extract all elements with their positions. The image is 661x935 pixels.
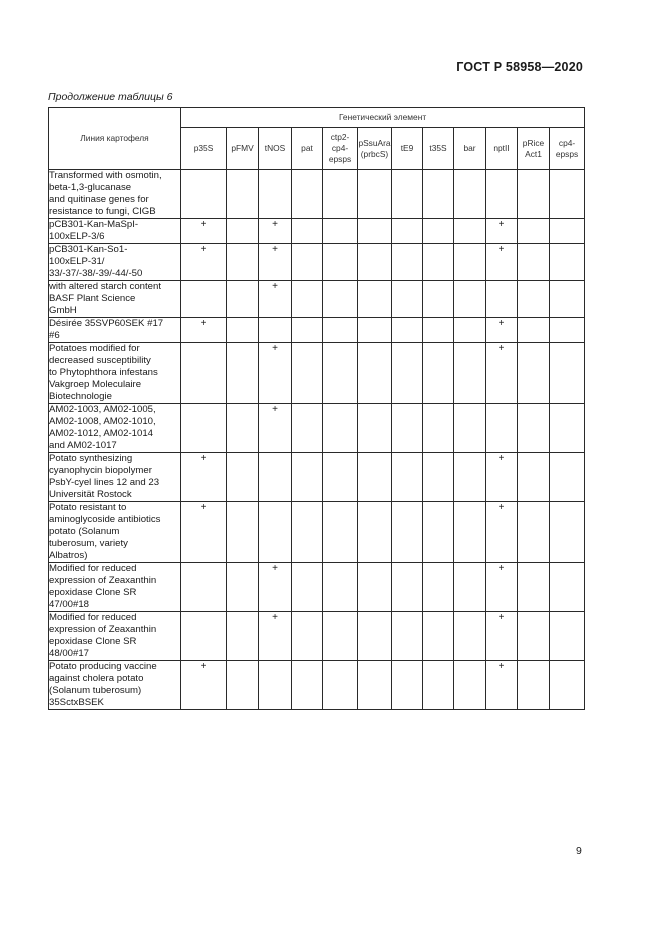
table-row <box>49 318 585 343</box>
element-presence-cell: + <box>181 318 227 343</box>
element-presence-cell <box>454 318 486 343</box>
element-presence-cell <box>181 404 227 453</box>
element-presence-cell <box>392 661 423 710</box>
element-presence-cell <box>454 170 486 219</box>
element-presence-cell <box>358 502 392 563</box>
element-presence-cell <box>550 343 585 404</box>
element-presence-cell <box>423 661 454 710</box>
potato-line-name: Potatoes modified for decreased susceptibility to Phytophthora infestans Vakgroep Moleculaire Biotechnologie <box>49 343 181 404</box>
element-presence-cell <box>181 563 227 612</box>
element-presence-cell <box>358 343 392 404</box>
element-presence-cell <box>227 170 259 219</box>
element-presence-cell <box>323 343 358 404</box>
table-row <box>49 563 585 612</box>
element-presence-cell: + <box>486 502 518 563</box>
element-presence-cell <box>358 281 392 318</box>
potato-line-name: Potato producing vaccine against cholera potato (Solanum tuberosum) 35SctxBSEK <box>49 661 181 710</box>
element-presence-cell <box>323 453 358 502</box>
potato-line-name: Transformed with osmotin, beta-1,3-glucanase and quitinase genes for resistance to fungi, CIGB <box>49 170 181 219</box>
element-presence-cell <box>323 563 358 612</box>
element-presence-cell <box>518 404 550 453</box>
element-presence-cell <box>259 502 292 563</box>
element-presence-cell: + <box>486 661 518 710</box>
potato-line-name: Modified for reduced expression of Zeaxanthin epoxidase Clone SR 47/00#18 <box>49 563 181 612</box>
element-presence-cell <box>358 219 392 244</box>
element-presence-cell <box>423 244 454 281</box>
element-presence-cell <box>454 661 486 710</box>
element-presence-cell <box>227 563 259 612</box>
element-presence-cell <box>518 661 550 710</box>
column-header: p35S <box>181 128 227 170</box>
element-presence-cell <box>392 170 423 219</box>
genetic-elements-table <box>48 107 585 710</box>
table-row <box>49 281 585 318</box>
element-presence-cell <box>518 219 550 244</box>
element-presence-cell: + <box>181 244 227 281</box>
column-header: pFMV <box>227 128 259 170</box>
column-header: nptII <box>486 128 518 170</box>
element-presence-cell: + <box>181 502 227 563</box>
element-presence-cell <box>454 244 486 281</box>
element-presence-cell <box>454 502 486 563</box>
element-presence-cell <box>227 219 259 244</box>
element-presence-cell <box>292 170 323 219</box>
element-presence-cell <box>454 219 486 244</box>
row-header-potato-line: Линия картофеля <box>49 108 181 170</box>
element-presence-cell: + <box>486 244 518 281</box>
element-presence-cell <box>518 281 550 318</box>
potato-line-name: Potato synthesizing cyanophycin biopolymer PsbY-cyel lines 12 and 23 Universität Rostock <box>49 453 181 502</box>
element-presence-cell <box>550 661 585 710</box>
potato-line-name: Désirée 35SVP60SEK #17 #6 <box>49 318 181 343</box>
element-presence-cell <box>423 404 454 453</box>
element-presence-cell <box>292 612 323 661</box>
element-presence-cell <box>550 219 585 244</box>
element-presence-cell <box>358 563 392 612</box>
element-presence-cell <box>423 563 454 612</box>
table-row <box>49 343 585 404</box>
column-header: tNOS <box>259 128 292 170</box>
element-presence-cell <box>358 661 392 710</box>
element-presence-cell <box>227 612 259 661</box>
element-presence-cell <box>550 281 585 318</box>
element-presence-cell <box>550 318 585 343</box>
element-presence-cell <box>323 170 358 219</box>
element-presence-cell <box>292 318 323 343</box>
element-presence-cell <box>227 244 259 281</box>
potato-line-name: Modified for reduced expression of Zeaxanthin epoxidase Clone SR 48/00#17 <box>49 612 181 661</box>
element-presence-cell <box>259 318 292 343</box>
element-presence-cell: + <box>259 612 292 661</box>
element-presence-cell <box>518 343 550 404</box>
element-presence-cell <box>259 661 292 710</box>
element-presence-cell <box>518 563 550 612</box>
element-presence-cell <box>518 453 550 502</box>
potato-line-name: pCB301-Kan-So1- 100xELP-31/ 33/-37/-38/-39/-44/-50 <box>49 244 181 281</box>
element-presence-cell <box>392 219 423 244</box>
element-presence-cell <box>454 343 486 404</box>
element-presence-cell <box>292 563 323 612</box>
element-presence-cell: + <box>259 563 292 612</box>
element-presence-cell <box>550 563 585 612</box>
table-caption: Продолжение таблицы 6 <box>48 91 173 103</box>
element-presence-cell <box>392 563 423 612</box>
element-presence-cell <box>292 453 323 502</box>
element-presence-cell <box>518 318 550 343</box>
element-presence-cell <box>227 502 259 563</box>
element-presence-cell: + <box>181 219 227 244</box>
element-presence-cell <box>292 219 323 244</box>
element-presence-cell <box>550 170 585 219</box>
element-presence-cell <box>454 563 486 612</box>
element-presence-cell <box>486 404 518 453</box>
table-row <box>49 502 585 563</box>
element-presence-cell <box>486 170 518 219</box>
column-header: bar <box>454 128 486 170</box>
element-presence-cell: + <box>181 661 227 710</box>
potato-line-name: AM02-1003, AM02-1005, AM02-1008, AM02-1010, AM02-1012, AM02-1014 and AM02-1017 <box>49 404 181 453</box>
potato-line-name: Potato resistant to aminoglycoside antibiotics potato (Solanum tuberosum, variety Albatros) <box>49 502 181 563</box>
element-presence-cell: + <box>259 219 292 244</box>
element-presence-cell <box>227 318 259 343</box>
element-presence-cell <box>181 170 227 219</box>
element-presence-cell <box>292 404 323 453</box>
element-presence-cell <box>550 404 585 453</box>
element-presence-cell <box>518 502 550 563</box>
element-presence-cell <box>292 343 323 404</box>
table-row <box>49 661 585 710</box>
element-presence-cell <box>550 453 585 502</box>
table-row <box>49 244 585 281</box>
element-presence-cell <box>358 244 392 281</box>
element-presence-cell <box>292 244 323 281</box>
element-presence-cell: + <box>259 343 292 404</box>
element-presence-cell <box>423 318 454 343</box>
element-presence-cell <box>550 612 585 661</box>
column-header: pRice Act1 <box>518 128 550 170</box>
element-presence-cell <box>423 343 454 404</box>
element-presence-cell <box>292 502 323 563</box>
element-presence-cell <box>181 343 227 404</box>
element-presence-cell <box>392 612 423 661</box>
element-presence-cell <box>181 281 227 318</box>
page-number: 9 <box>576 845 582 857</box>
element-presence-cell <box>454 404 486 453</box>
element-presence-cell <box>423 170 454 219</box>
standard-number: ГОСТ Р 58958—2020 <box>456 60 583 74</box>
element-presence-cell <box>323 219 358 244</box>
element-presence-cell <box>550 244 585 281</box>
table-row <box>49 612 585 661</box>
element-presence-cell <box>323 612 358 661</box>
element-presence-cell <box>392 502 423 563</box>
element-presence-cell <box>423 219 454 244</box>
column-header: tE9 <box>392 128 423 170</box>
element-presence-cell: + <box>259 404 292 453</box>
element-presence-cell <box>550 502 585 563</box>
element-presence-cell <box>227 453 259 502</box>
element-presence-cell <box>259 453 292 502</box>
element-presence-cell: + <box>486 563 518 612</box>
element-presence-cell <box>227 281 259 318</box>
element-presence-cell <box>423 612 454 661</box>
element-presence-cell <box>392 281 423 318</box>
element-presence-cell <box>292 661 323 710</box>
element-presence-cell: + <box>259 244 292 281</box>
element-presence-cell <box>518 170 550 219</box>
element-presence-cell <box>323 404 358 453</box>
element-presence-cell <box>323 502 358 563</box>
element-presence-cell <box>358 453 392 502</box>
table-row <box>49 219 585 244</box>
column-header: cp4- epsps <box>550 128 585 170</box>
element-presence-cell <box>423 281 454 318</box>
element-presence-cell <box>227 404 259 453</box>
element-presence-cell <box>392 244 423 281</box>
element-presence-cell <box>358 404 392 453</box>
element-presence-cell: + <box>486 318 518 343</box>
element-presence-cell <box>292 281 323 318</box>
element-presence-cell <box>392 343 423 404</box>
element-presence-cell <box>454 281 486 318</box>
element-presence-cell <box>227 661 259 710</box>
group-header-genetic-element: Генетический элемент <box>181 108 585 128</box>
column-header: pSsuAra (prbcS) <box>358 128 392 170</box>
potato-line-name: pCB301-Kan-MaSpI- 100xELP-3/6 <box>49 219 181 244</box>
element-presence-cell <box>423 502 454 563</box>
element-presence-cell <box>358 318 392 343</box>
element-presence-cell <box>486 281 518 318</box>
table-row <box>49 453 585 502</box>
element-presence-cell <box>323 318 358 343</box>
element-presence-cell <box>392 318 423 343</box>
element-presence-cell <box>323 661 358 710</box>
element-presence-cell <box>392 404 423 453</box>
element-presence-cell <box>323 244 358 281</box>
element-presence-cell <box>518 244 550 281</box>
column-header: ctp2- cp4- epsps <box>323 128 358 170</box>
element-presence-cell <box>358 612 392 661</box>
element-presence-cell <box>454 612 486 661</box>
table-row <box>49 170 585 219</box>
element-presence-cell <box>518 612 550 661</box>
element-presence-cell: + <box>486 453 518 502</box>
element-presence-cell: + <box>486 219 518 244</box>
element-presence-cell <box>323 281 358 318</box>
element-presence-cell <box>358 170 392 219</box>
potato-line-name: with altered starch content BASF Plant Science GmbH <box>49 281 181 318</box>
element-presence-cell: + <box>259 281 292 318</box>
element-presence-cell <box>392 453 423 502</box>
column-header: t35S <box>423 128 454 170</box>
column-header: pat <box>292 128 323 170</box>
element-presence-cell <box>423 453 454 502</box>
element-presence-cell <box>259 170 292 219</box>
element-presence-cell <box>227 343 259 404</box>
table-row <box>49 404 585 453</box>
element-presence-cell <box>181 612 227 661</box>
element-presence-cell <box>454 453 486 502</box>
element-presence-cell: + <box>486 343 518 404</box>
element-presence-cell: + <box>181 453 227 502</box>
element-presence-cell: + <box>486 612 518 661</box>
